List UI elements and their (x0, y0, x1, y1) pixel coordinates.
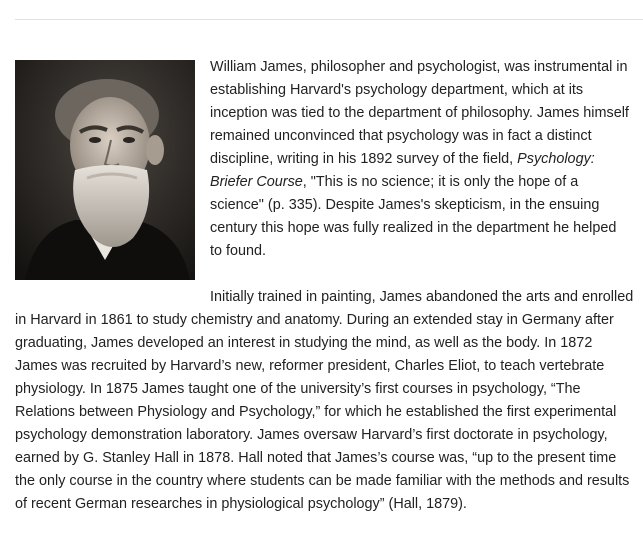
william-james-portrait (15, 60, 195, 280)
intro-text-after-title: , "This is no science; it is only the hope of a science" (p. 335). Despite James's skepticism, in the ensuing century this hope was fully realized in the department he helped to found. (210, 174, 617, 259)
article (15, 56, 635, 516)
body-paragraph: Initially trained in painting, James abandoned the arts and enrolled in Harvard in 1861 to study chemistry and anatomy. During an extended stay in Germany after graduating, James developed an interest in studying the mind, as well as the body. In 1872 James was recruited by Harvard’s new, reformer president, Charles Eliot, to teach vertebrate physiology. In 1875 James taught one of the university’s first courses in psychology, “The Relations between Physiology and Psychology,” for which he established the first experimental psychology demonstration laboratory. James oversaw Harvard’s first doctorate in psychology, earned by G. Stanley Hall in 1878. Hall noted that James’s course was, “up to the present time the only course in the country where students can be made familiar with the methods and results of recent German researches in physiological psychology” (Hall, 1879). (15, 289, 634, 512)
intro-text-before-title: William James, philosopher and psychologist, was instrumental in establishing Harvard's psychology department, which at its inception was tied to the department of philosophy. James himself remained unconvinced that psychology was in fact a distinct discipline, writing in his 1892 survey of the field, (210, 59, 629, 167)
book-title: Psychology: Briefer Course (210, 151, 595, 190)
top-divider (15, 19, 643, 20)
